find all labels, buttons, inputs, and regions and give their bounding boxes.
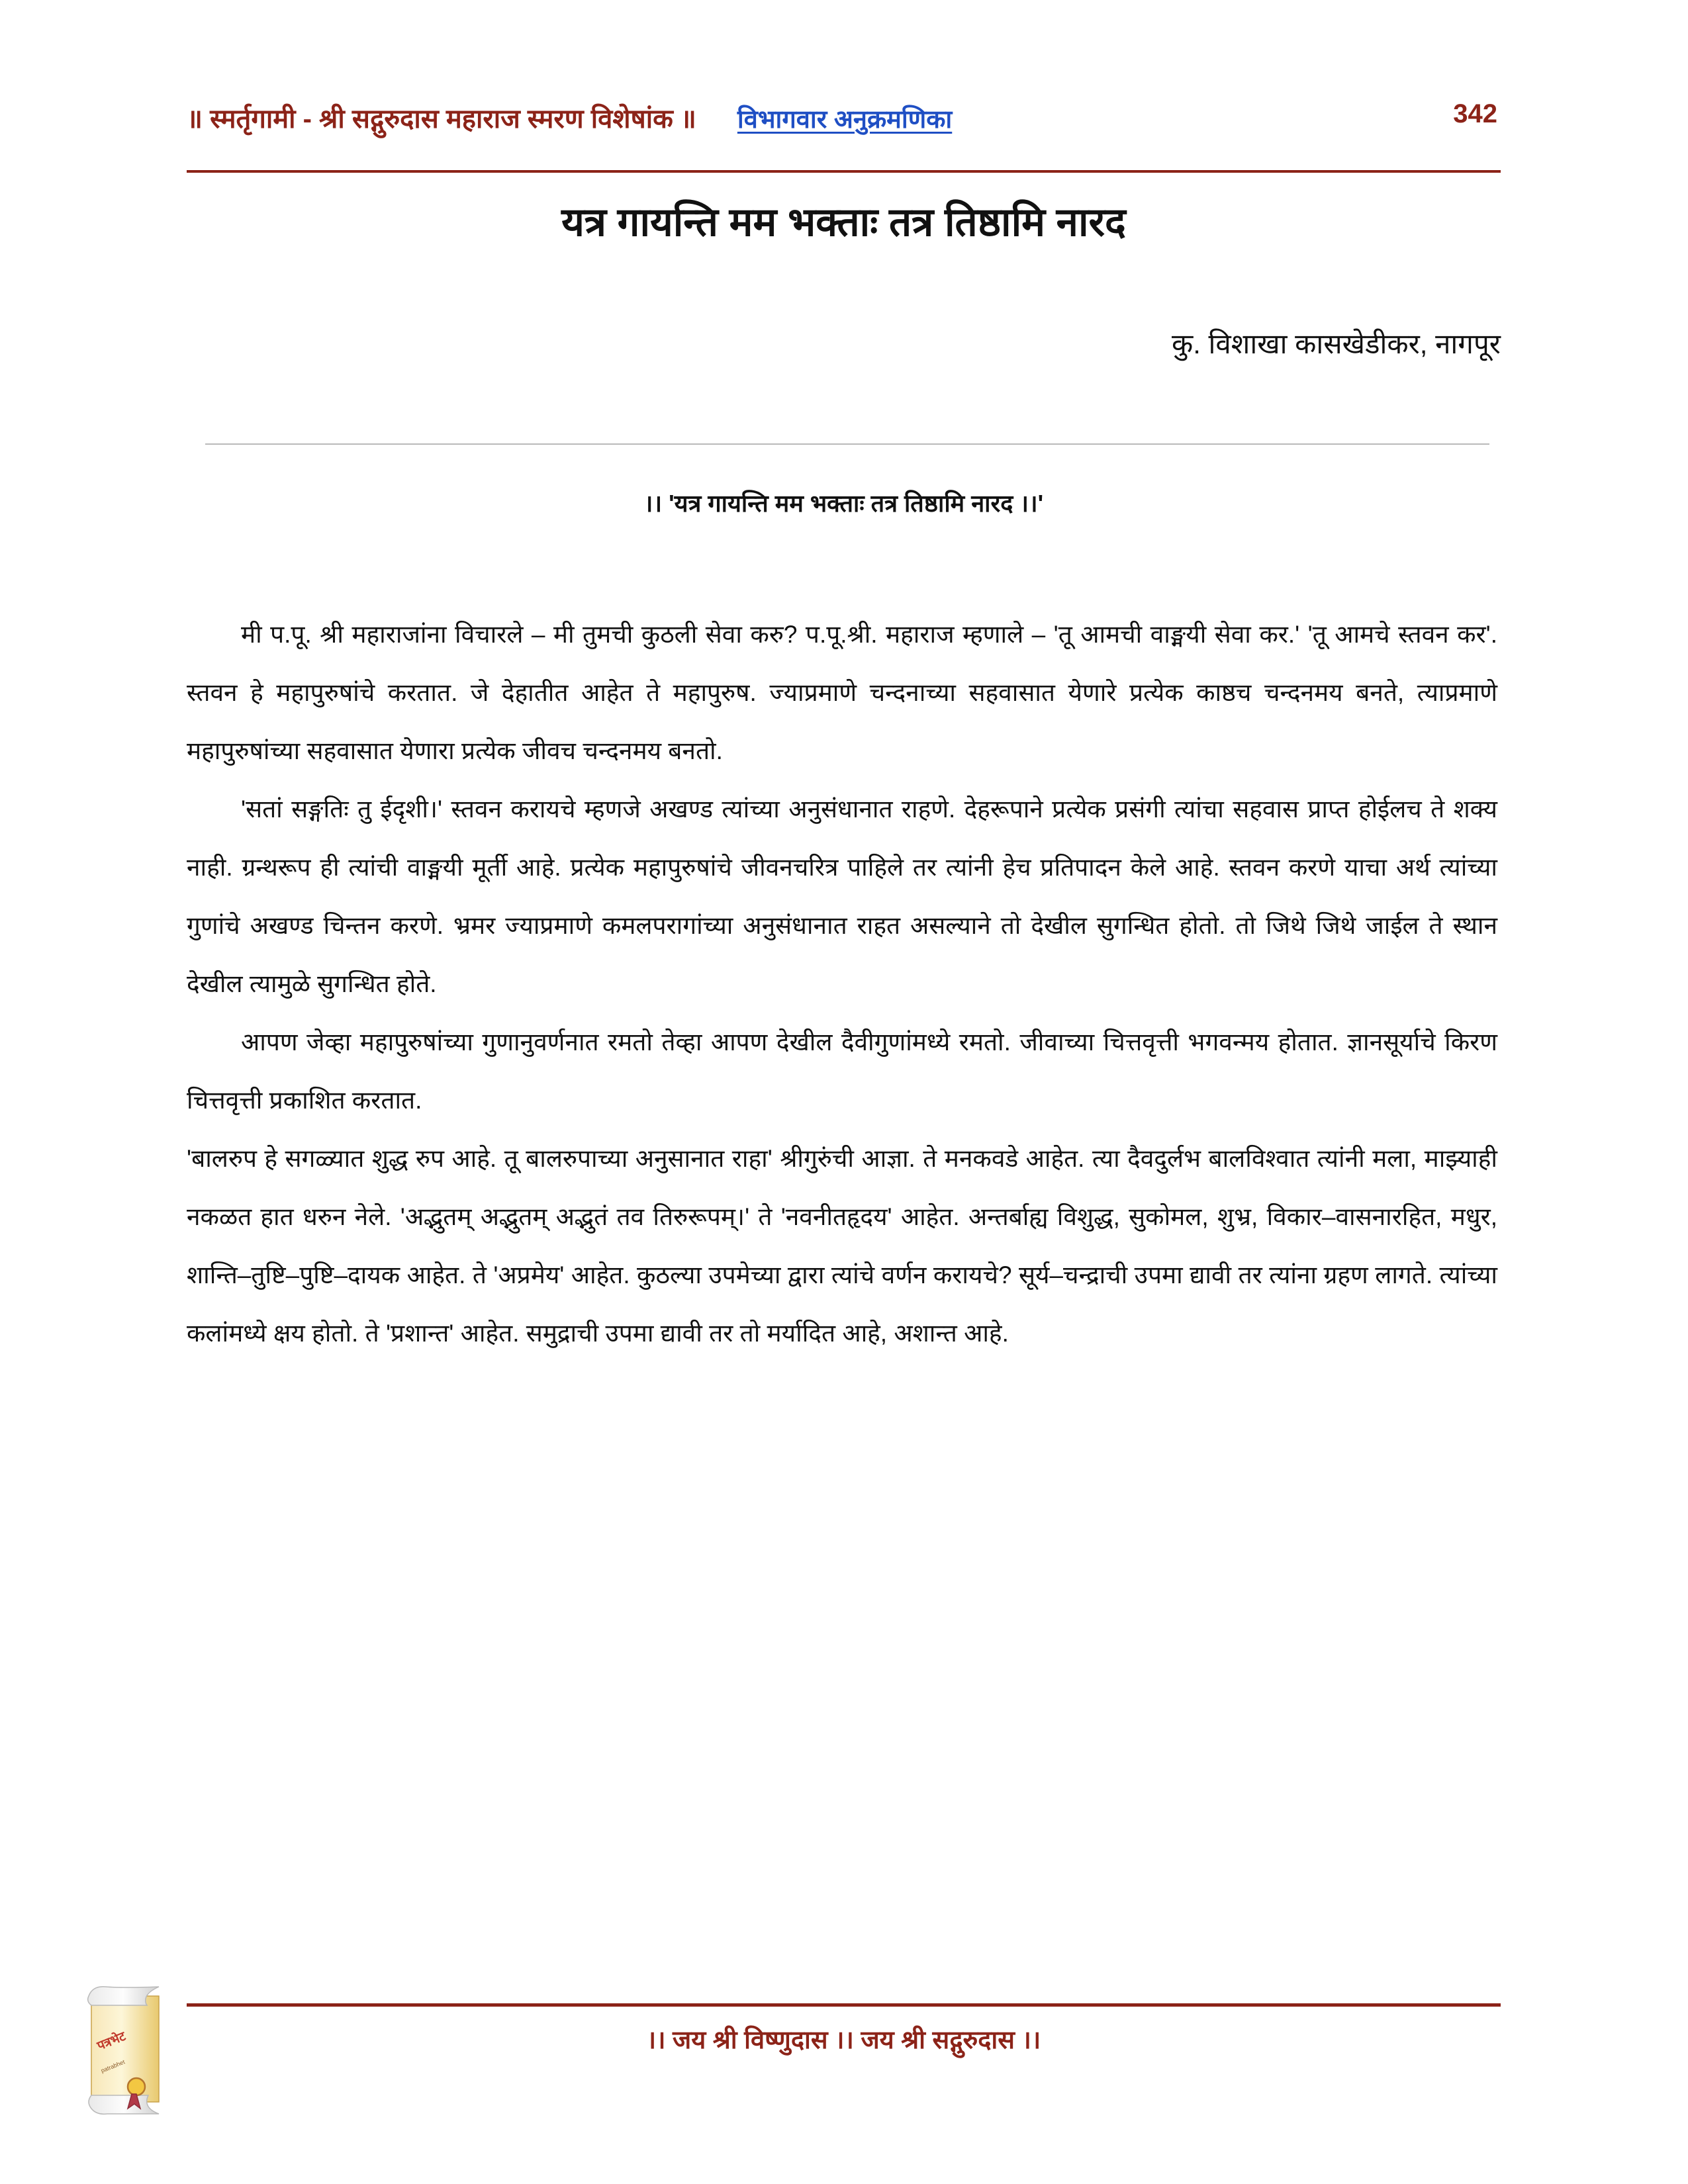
page-header — [187, 99, 1497, 146]
scroll-icon — [79, 1979, 179, 2118]
author-divider — [205, 443, 1489, 445]
body-paragraph: आपण जेव्हा महापुरुषांच्या गुणानुवर्णनात रमतो तेव्हा आपण देखील दैवीगुणांमध्ये रमतो. जीवाच्या चित्तवृत्ती भगवन्मय होतात. ज्ञानसूर्याचे किरण चित्तवृत्ती प्रकाशित करतात. — [187, 1028, 1497, 1114]
article-body — [187, 606, 1497, 1363]
header-divider — [187, 170, 1501, 173]
patrabhet-scroll-logo[interactable] — [79, 1979, 179, 2118]
article-title: यत्र गायन्ति मम भक्ताः तत्र तिष्ठामि नारद — [561, 200, 1126, 244]
journal-title: ॥ स्मर्तृगामी - श्री सद्गुरुदास महाराज स्मरण विशेषांक ॥ — [187, 105, 696, 134]
page-number: 342 — [1453, 99, 1497, 128]
footer-divider — [187, 2003, 1501, 2007]
article-author: कु. विशाखा कासखेडीकर, नागपूर — [1171, 328, 1501, 359]
svg-text:patrabhet: patrabhet — [100, 2058, 126, 2074]
article-epigraph: ।। 'यत्र गायन्ति मम भक्ताः तत्र तिष्ठामि नारद ।।' — [643, 490, 1044, 517]
body-paragraph: मी प.पू. श्री महाराजांना विचारले – मी तुमची कुठली सेवा करु? प.पू.श्री. महाराज म्हणाले – 'तू आमची वाङ्मयी सेवा कर.' 'तू आमचे स्तवन कर'. स्तवन हे महापुरुषांचे करतात. जे देहातीत आहेत ते महापुरुष. ज्याप्रमाणे चन्दनाच्या सहवासात येणारे प्रत्येक काष्ठच चन्दनमय बनते, त्याप्रमाणे महापुरुषांच्या सहवासात येणारा प्रत्येक जीवच चन्दनमय बनतो. — [187, 621, 1497, 764]
index-link[interactable]: विभागवार अनुक्रमणिका — [737, 106, 953, 134]
footer-blessing: ।। जय श्री विष्णुदास ।। जय श्री सद्गुरुदास ।। — [646, 2026, 1041, 2054]
body-paragraph: 'बालरुप हे सगळ्यात शुद्ध रुप आहे. तू बालरुपाच्या अनुसानात राहा' श्रीगुरुंची आज्ञा. ते मनकवडे आहेत. त्या दैवदुर्लभ बालविश्वात त्यांनी मला, माझ्याही नकळत हात धरुन नेले. 'अद्भुतम् अद्भुतम् अद्भुतं तव तिरुरूपम्।' ते 'नवनीतहृदय' आहेत. अन्तर्बाह्य विशुद्ध, सुकोमल, शुभ्र, विकार–वासनारहित, मधुर, शान्ति–तुष्टि–पुष्टि–दायक आहेत. ते 'अप्रमेय' आहेत. कुठल्या उपमेच्या द्वारा त्यांचे वर्णन करायचे? सूर्य–चन्द्राची उपमा द्यावी तर त्यांना ग्रहण लागते. त्यांच्या कलांमध्ये क्षय होतो. ते 'प्रशान्त' आहेत. समुद्राची उपमा द्यावी तर तो मर्यादित आहे, अशान्त आहे. — [187, 1145, 1497, 1347]
logo-label: पत्रभेट — [95, 2029, 128, 2054]
body-paragraph: 'सतां सङ्गतिः तु ईदृशी।' स्तवन करायचे म्हणजे अखण्ड त्यांच्या अनुसंधानात राहणे. देहरूपाने प्रत्येक प्रसंगी त्यांचा सहवास प्राप्त होईलच ते शक्य नाही. ग्रन्थरूप ही त्यांची वाङ्मयी मूर्ती आहे. प्रत्येक महापुरुषांचे जीवनचरित्र पाहिले तर त्यांनी हेच प्रतिपादन केले आहे. स्तवन करणे याचा अर्थ त्यांच्या गुणांचे अखण्ड चिन्तन करणे. भ्रमर ज्याप्रमाणे कमलपरागांच्या अनुसंधानात राहत असल्याने तो देखील सुगन्धित होतो. तो जिथे जिथे जाईल ते स्थान देखील त्यामुळे सुगन्धित होते. — [187, 796, 1497, 997]
